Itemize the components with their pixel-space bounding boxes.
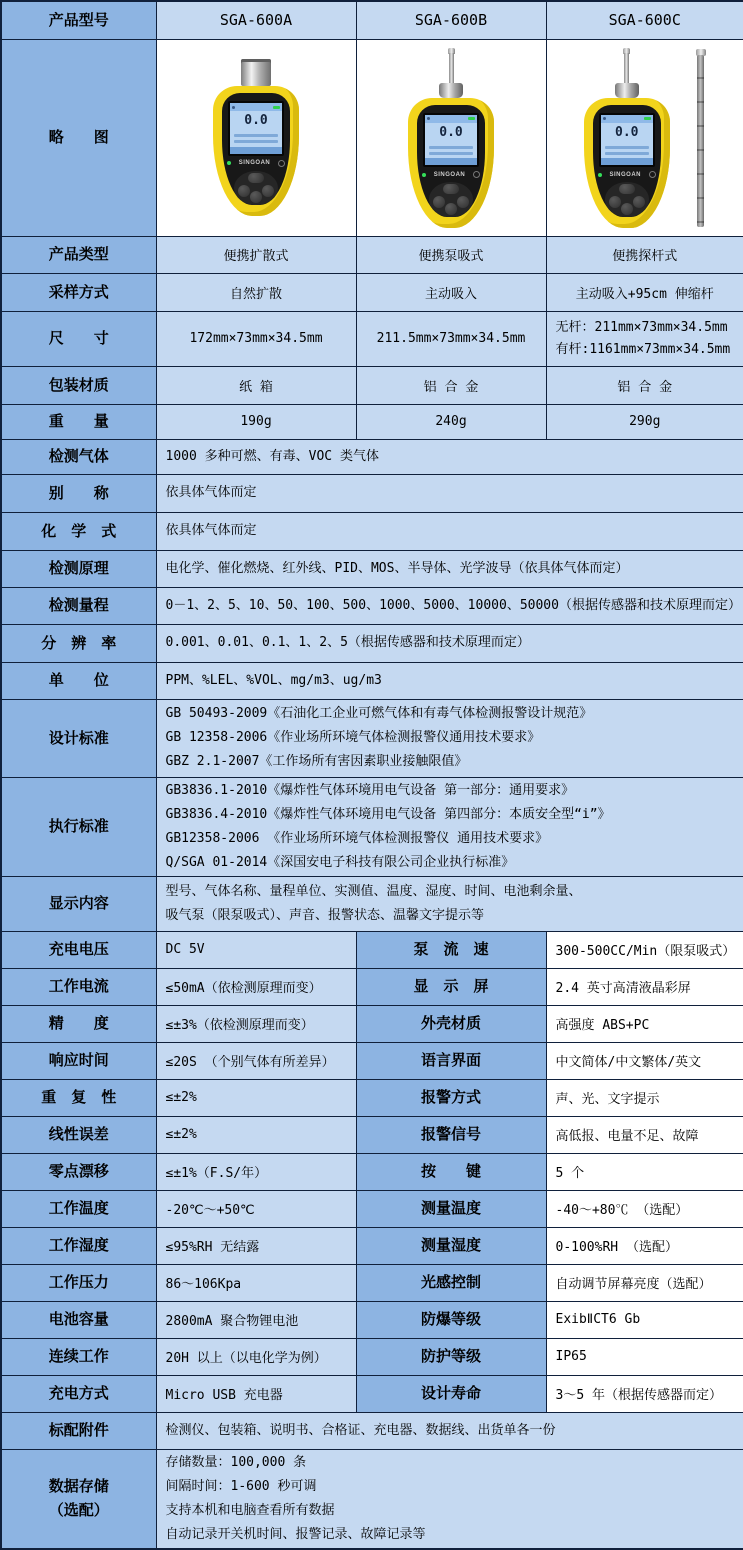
screen-reading: 0.0: [439, 124, 463, 140]
text-line: GB3836.4-2010《爆炸性气体环境用电气设备 第四部分：本质安全型“i”》: [165, 806, 611, 822]
spec-value-cell: ExibⅡCT6 Gb: [546, 1301, 743, 1338]
spec-label-cell: 测量湿度: [356, 1227, 546, 1264]
spec-value-cell: 便携扩散式: [156, 236, 356, 273]
spec-value-cell: 300-500CC/Min（限泵吸式）: [546, 931, 743, 968]
device-midband: [422, 171, 480, 178]
spec-label-cell: 显示内容: [1, 876, 156, 931]
spec-value-cell: ≤50mA（依检测原理而变）: [156, 968, 356, 1005]
spec-value-cell: ≤±3%（依检测原理而变）: [156, 1005, 356, 1042]
text-line: 电化学、催化燃烧、红外线、PID、MOS、半导体、光学波导（依具体气体而定）: [165, 560, 629, 576]
spec-value-cell: [156, 474, 743, 512]
spec-label-cell: 工作湿度: [1, 1227, 156, 1264]
spec-value-cell: ≤20S （个别气体有所差异）: [156, 1042, 356, 1079]
spec-value-cell: [156, 876, 743, 931]
status-led: [598, 173, 602, 177]
button-cluster: [234, 171, 278, 205]
text-line: 标配附件: [48, 1421, 109, 1439]
spec-value-cell: 声、光、文字提示: [546, 1079, 743, 1116]
device-face: [222, 93, 290, 205]
text-line: 吸气泵（限泵吸式）、声音、报警状态、温馨文字提示等: [165, 907, 485, 923]
spec-label-cell: 外壳材质: [356, 1005, 546, 1042]
left-button: [238, 185, 250, 197]
spec-label-cell: 泵 流 速: [356, 931, 546, 968]
spec-label-cell: 工作温度: [1, 1190, 156, 1227]
device-screen: [599, 113, 655, 168]
spec-label-cell: 充电电压: [1, 931, 156, 968]
brand-label: SINGOAN: [238, 160, 271, 167]
spec-value-cell: DC 5V: [156, 931, 356, 968]
spec-value-cell: 高低报、电量不足、故障: [546, 1116, 743, 1153]
spec-label-cell: 单 位: [1, 662, 156, 699]
probe-needle: [624, 53, 629, 83]
power-icon: [278, 160, 285, 167]
menu-button: [619, 184, 635, 194]
spec-label-cell: 测量温度: [356, 1190, 546, 1227]
spec-label-cell: 重 量: [1, 404, 156, 439]
battery-icon: [468, 117, 475, 120]
gas-detector-illustration: [408, 48, 494, 228]
menu-button: [443, 184, 459, 194]
spec-value-cell: 2.4 英寸高清液晶彩屏: [546, 968, 743, 1005]
spec-value-cell: [156, 439, 743, 474]
spec-value-cell: 便携探杆式: [546, 236, 743, 273]
text-line: 依具体气体而定: [165, 523, 257, 538]
spec-label-cell: 重 复 性: [1, 1079, 156, 1116]
signal-icon: [232, 106, 235, 109]
left-button: [609, 196, 621, 208]
button-cluster: [429, 182, 473, 216]
spec-label-cell: 报警方式: [356, 1079, 546, 1116]
text-line: 型号、气体名称、量程单位、实测值、温度、湿度、时间、电池剩余量、: [165, 883, 582, 899]
screen-info-row: [605, 152, 649, 155]
spec-label-cell: 采样方式: [1, 273, 156, 311]
power-icon: [649, 171, 656, 178]
brand-label: SINGOAN: [609, 171, 641, 178]
device-screen: [423, 113, 479, 168]
status-led: [422, 173, 426, 177]
spec-value-cell: 自动调节屏幕亮度（选配）: [546, 1264, 743, 1301]
spec-label-cell: 检测原理: [1, 550, 156, 587]
spec-value-cell: [156, 624, 743, 662]
rod-shaft: [697, 55, 704, 227]
spec-label-cell: 报警信号: [356, 1116, 546, 1153]
spec-value-cell: ≤±2%: [156, 1079, 356, 1116]
text-line: PPM、%LEL、%VOL、mg/m3、ug/m3: [165, 672, 382, 688]
spec-label-cell: 防爆等级: [356, 1301, 546, 1338]
spec-value-cell: 高强度 ABS+PC: [546, 1005, 743, 1042]
spec-value-cell: 便携泵吸式: [356, 236, 546, 273]
probe-collar: [439, 83, 463, 98]
right-button: [457, 196, 469, 208]
screen-info-row: [429, 152, 473, 155]
spec-label-cell: 连续工作: [1, 1338, 156, 1375]
spec-label-cell: 包装材质: [1, 366, 156, 404]
spec-value-cell: Micro USB 充电器: [156, 1375, 356, 1412]
spec-value-cell: 3～5 年（根据传感器而定）: [546, 1375, 743, 1412]
spec-label-cell: 设计寿命: [356, 1375, 546, 1412]
spec-value-cell: ≤±2%: [156, 1116, 356, 1153]
spec-value-cell: 自然扩散: [156, 273, 356, 311]
spec-label-cell: 语言界面: [356, 1042, 546, 1079]
text-line: 有杆:1161mm×73mm×34.5mm: [555, 341, 731, 357]
text-line: GB12358-2006 《作业场所环境气体检测报警仪 通用技术要求》: [165, 830, 549, 846]
device-face: [593, 105, 661, 217]
spec-label-cell: 检测气体: [1, 439, 156, 474]
spec-value-cell: ≤95%RH 无结露: [156, 1227, 356, 1264]
right-button: [633, 196, 645, 208]
battery-icon: [273, 106, 280, 109]
spec-value-cell: [156, 512, 743, 550]
text-line: 间隔时间：1-600 秒可调: [165, 1478, 317, 1494]
enter-button: [445, 203, 457, 215]
spec-value-cell: 172mm×73mm×34.5mm: [156, 311, 356, 366]
spec-value-cell: [156, 1412, 743, 1449]
spec-label-cell: 产品类型: [1, 236, 156, 273]
spec-value-cell: 0-100%RH （选配）: [546, 1227, 743, 1264]
menu-button: [248, 173, 264, 183]
spec-value-cell: [156, 1449, 743, 1549]
text-line: GB 12358-2006《作业场所环境气体检测报警仪通用技术要求》: [165, 730, 541, 745]
screen-footer-bar: [230, 147, 282, 154]
text-line: GB 50493-2009《石油化工企业可燃气体和有毒气体检测报警设计规范》: [165, 706, 593, 721]
spec-value-cell: 纸 箱: [156, 366, 356, 404]
spec-label-cell: 尺 寸: [1, 311, 156, 366]
device-face: [417, 105, 485, 217]
screen-reading: 0.0: [615, 124, 639, 140]
spec-value-cell: 2800mA 聚合物锂电池: [156, 1301, 356, 1338]
spec-label-cell: 设计标准: [1, 699, 156, 777]
spec-label-cell: 化 学 式: [1, 512, 156, 550]
device-photo-SGA-600B: [358, 48, 545, 228]
right-button: [262, 185, 274, 197]
spec-label-cell: 线性误差: [1, 1116, 156, 1153]
sensor-cap: [241, 59, 271, 86]
probe-needle: [449, 53, 454, 83]
probe-collar: [615, 83, 639, 98]
device-midband: [227, 160, 285, 167]
spec-value-cell: [156, 587, 743, 624]
status-led: [227, 161, 231, 165]
spec-label-cell: [1, 1412, 156, 1449]
button-cluster: [605, 182, 649, 216]
spec-value-cell: -20℃～+50℃: [156, 1190, 356, 1227]
spec-value-cell: 5 个: [546, 1153, 743, 1190]
spec-label-product-model: 产品型号: [1, 1, 156, 39]
enter-button: [250, 191, 262, 203]
device-image-cell: [356, 39, 546, 236]
device-body: [213, 86, 299, 216]
text-line: （选配）: [48, 1501, 109, 1519]
model-name-cell: SGA-600B: [356, 1, 546, 39]
spec-value-cell: 主动吸入+95cm 伸缩杆: [546, 273, 743, 311]
screen-info-row: [234, 140, 278, 143]
power-icon: [473, 171, 480, 178]
screen-info-row: [234, 134, 278, 137]
text-line: Q/SGA 01-2014《深国安电子科技有限公司企业执行标准》: [165, 854, 515, 870]
text-line: 自动记录开关机时间、报警记录、故障记录等: [165, 1526, 426, 1542]
text-line: 1000 多种可燃、有毒、VOC 类气体: [165, 448, 379, 464]
spec-label-cell: 零点漂移: [1, 1153, 156, 1190]
screen-status-bar: [230, 103, 282, 111]
signal-icon: [603, 117, 606, 120]
spec-value-cell: -40～+80℃ （选配）: [546, 1190, 743, 1227]
spec-label-cell: 精 度: [1, 1005, 156, 1042]
text-line: 0－1、2、5、10、50、100、500、1000、5000、10000、50000（根据传感器和技术原理而定）: [165, 597, 741, 613]
device-midband: [598, 171, 656, 178]
signal-icon: [427, 117, 430, 120]
spec-label-cell: [1, 1449, 156, 1549]
spec-label-cell: 光感控制: [356, 1264, 546, 1301]
spec-label-cell: 按 键: [356, 1153, 546, 1190]
text-line: 检测仪、包装箱、说明书、合格证、充电器、数据线、出货单各一份: [165, 1422, 556, 1438]
spec-label-cell: 别 称: [1, 474, 156, 512]
spec-value-cell: 86～106Kpa: [156, 1264, 356, 1301]
spec-value-cell: 240g: [356, 404, 546, 439]
spec-value-cell: [156, 777, 743, 876]
spec-label-cell: 防护等级: [356, 1338, 546, 1375]
spec-label-cell: 分 辨 率: [1, 624, 156, 662]
left-button: [433, 196, 445, 208]
spec-value-cell: 铝 合 金: [546, 366, 743, 404]
spec-value-cell: [546, 311, 743, 366]
telescopic-rod: [696, 49, 706, 227]
text-line: 依具体气体而定: [165, 485, 257, 500]
screen-footer-bar: [601, 158, 653, 165]
text-line: GBZ 2.1-2007《工作场所有害因素职业接触限值》: [165, 754, 468, 769]
spec-value-cell: IP65: [546, 1338, 743, 1375]
spec-value-cell: [156, 550, 743, 587]
spec-label-cell: 充电方式: [1, 1375, 156, 1412]
text-line: 数据存储: [48, 1477, 109, 1495]
spec-value-cell: ≤±1%（F.S/年）: [156, 1153, 356, 1190]
spec-label-cell: 响应时间: [1, 1042, 156, 1079]
spec-value-cell: 211.5mm×73mm×34.5mm: [356, 311, 546, 366]
model-name-cell: SGA-600A: [156, 1, 356, 39]
spec-label-cell: 显 示 屏: [356, 968, 546, 1005]
screen-footer-bar: [425, 158, 477, 165]
spec-value-cell: 20H 以上（以电化学为例）: [156, 1338, 356, 1375]
screen-status-bar: [425, 115, 477, 123]
spec-label-cell: 检测量程: [1, 587, 156, 624]
text-line: 存储数量：100,000 条: [165, 1454, 307, 1470]
device-image-cell: [546, 39, 743, 236]
device-body: [408, 98, 494, 228]
spec-value-cell: 190g: [156, 404, 356, 439]
spec-label-cell: 工作压力: [1, 1264, 156, 1301]
screen-info-row: [605, 146, 649, 149]
screen-reading: 0.0: [244, 113, 268, 128]
spec-value-cell: [156, 662, 743, 699]
gas-detector-illustration: [584, 48, 670, 228]
screen-status-bar: [601, 115, 653, 123]
battery-icon: [644, 117, 651, 120]
device-screen: [228, 101, 284, 156]
device-image-cell: [156, 39, 356, 236]
device-body: [584, 98, 670, 228]
spec-value-cell: [156, 699, 743, 777]
spec-value-cell: 铝 合 金: [356, 366, 546, 404]
brand-label: SINGOAN: [433, 171, 466, 178]
text-line: 0.001、0.01、0.1、1、2、5（根据传感器和技术原理而定）: [165, 635, 530, 650]
text-line: 无杆：211mm×73mm×34.5mm: [555, 319, 728, 335]
gas-detector-illustration: [213, 59, 299, 216]
device-photo-SGA-600C: [548, 48, 743, 228]
enter-button: [621, 203, 633, 215]
spec-label-sketch: 略 图: [1, 39, 156, 236]
spec-value-cell: 290g: [546, 404, 743, 439]
spec-label-cell: 执行标准: [1, 777, 156, 876]
spec-value-cell: 中文简体/中文繁体/英文: [546, 1042, 743, 1079]
spec-value-cell: 主动吸入: [356, 273, 546, 311]
model-name-cell: SGA-600C: [546, 1, 743, 39]
text-line: 支持本机和电脑查看所有数据: [165, 1502, 335, 1518]
screen-info-row: [429, 146, 473, 149]
text-line: GB3836.1-2010《爆炸性气体环境用电气设备 第一部分：通用要求》: [165, 782, 575, 798]
spec-label-cell: 工作电流: [1, 968, 156, 1005]
device-photo-SGA-600A: [158, 59, 355, 216]
spec-label-cell: 电池容量: [1, 1301, 156, 1338]
